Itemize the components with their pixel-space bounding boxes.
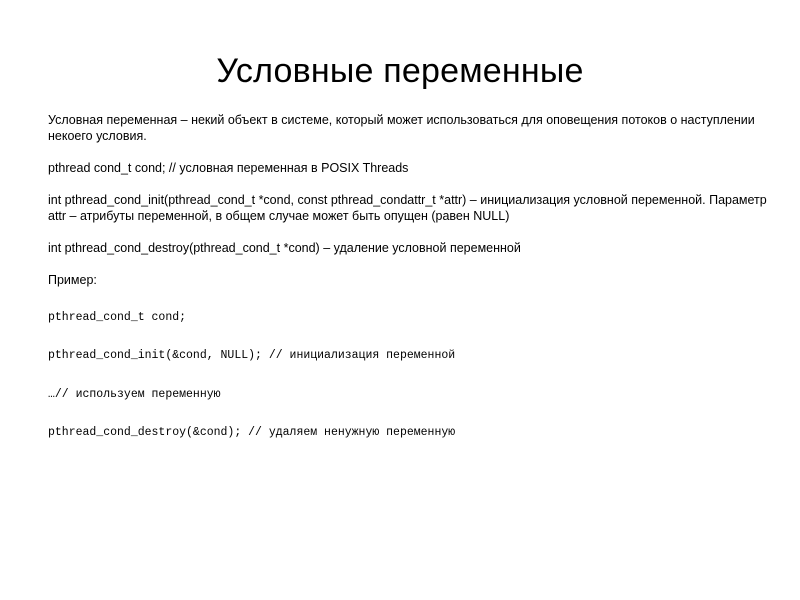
paragraph-declaration: pthread cond_t cond; // условная переменная в POSIX Threads: [48, 161, 409, 175]
paragraph-definition: Условная переменная – некий объект в системе, который может использоваться для оповещения потоков о наступлении некоего условия.: [48, 113, 755, 143]
code-line-usage: …// используем переменную: [48, 388, 221, 401]
paragraph-destroy-function: int pthread_cond_destroy(pthread_cond_t *cond) – удаление условной переменной: [48, 241, 521, 255]
code-line-declaration: pthread_cond_t cond;: [48, 311, 187, 324]
paragraph-example-label: Пример:: [48, 273, 97, 287]
slide-title: Условные переменные: [216, 52, 584, 90]
paragraph-init-function: int pthread_cond_init(pthread_cond_t *cond, const pthread_condattr_t *attr) – инициализация условной переменной. Параметр attr – атрибуты переменной, в общем случае может быть опущен (равен NULL): [48, 193, 767, 223]
code-line-destroy: pthread_cond_destroy(&cond); // удаляем ненужную переменную: [48, 426, 456, 439]
code-line-init: pthread_cond_init(&cond, NULL); // инициализация переменной: [48, 349, 456, 362]
